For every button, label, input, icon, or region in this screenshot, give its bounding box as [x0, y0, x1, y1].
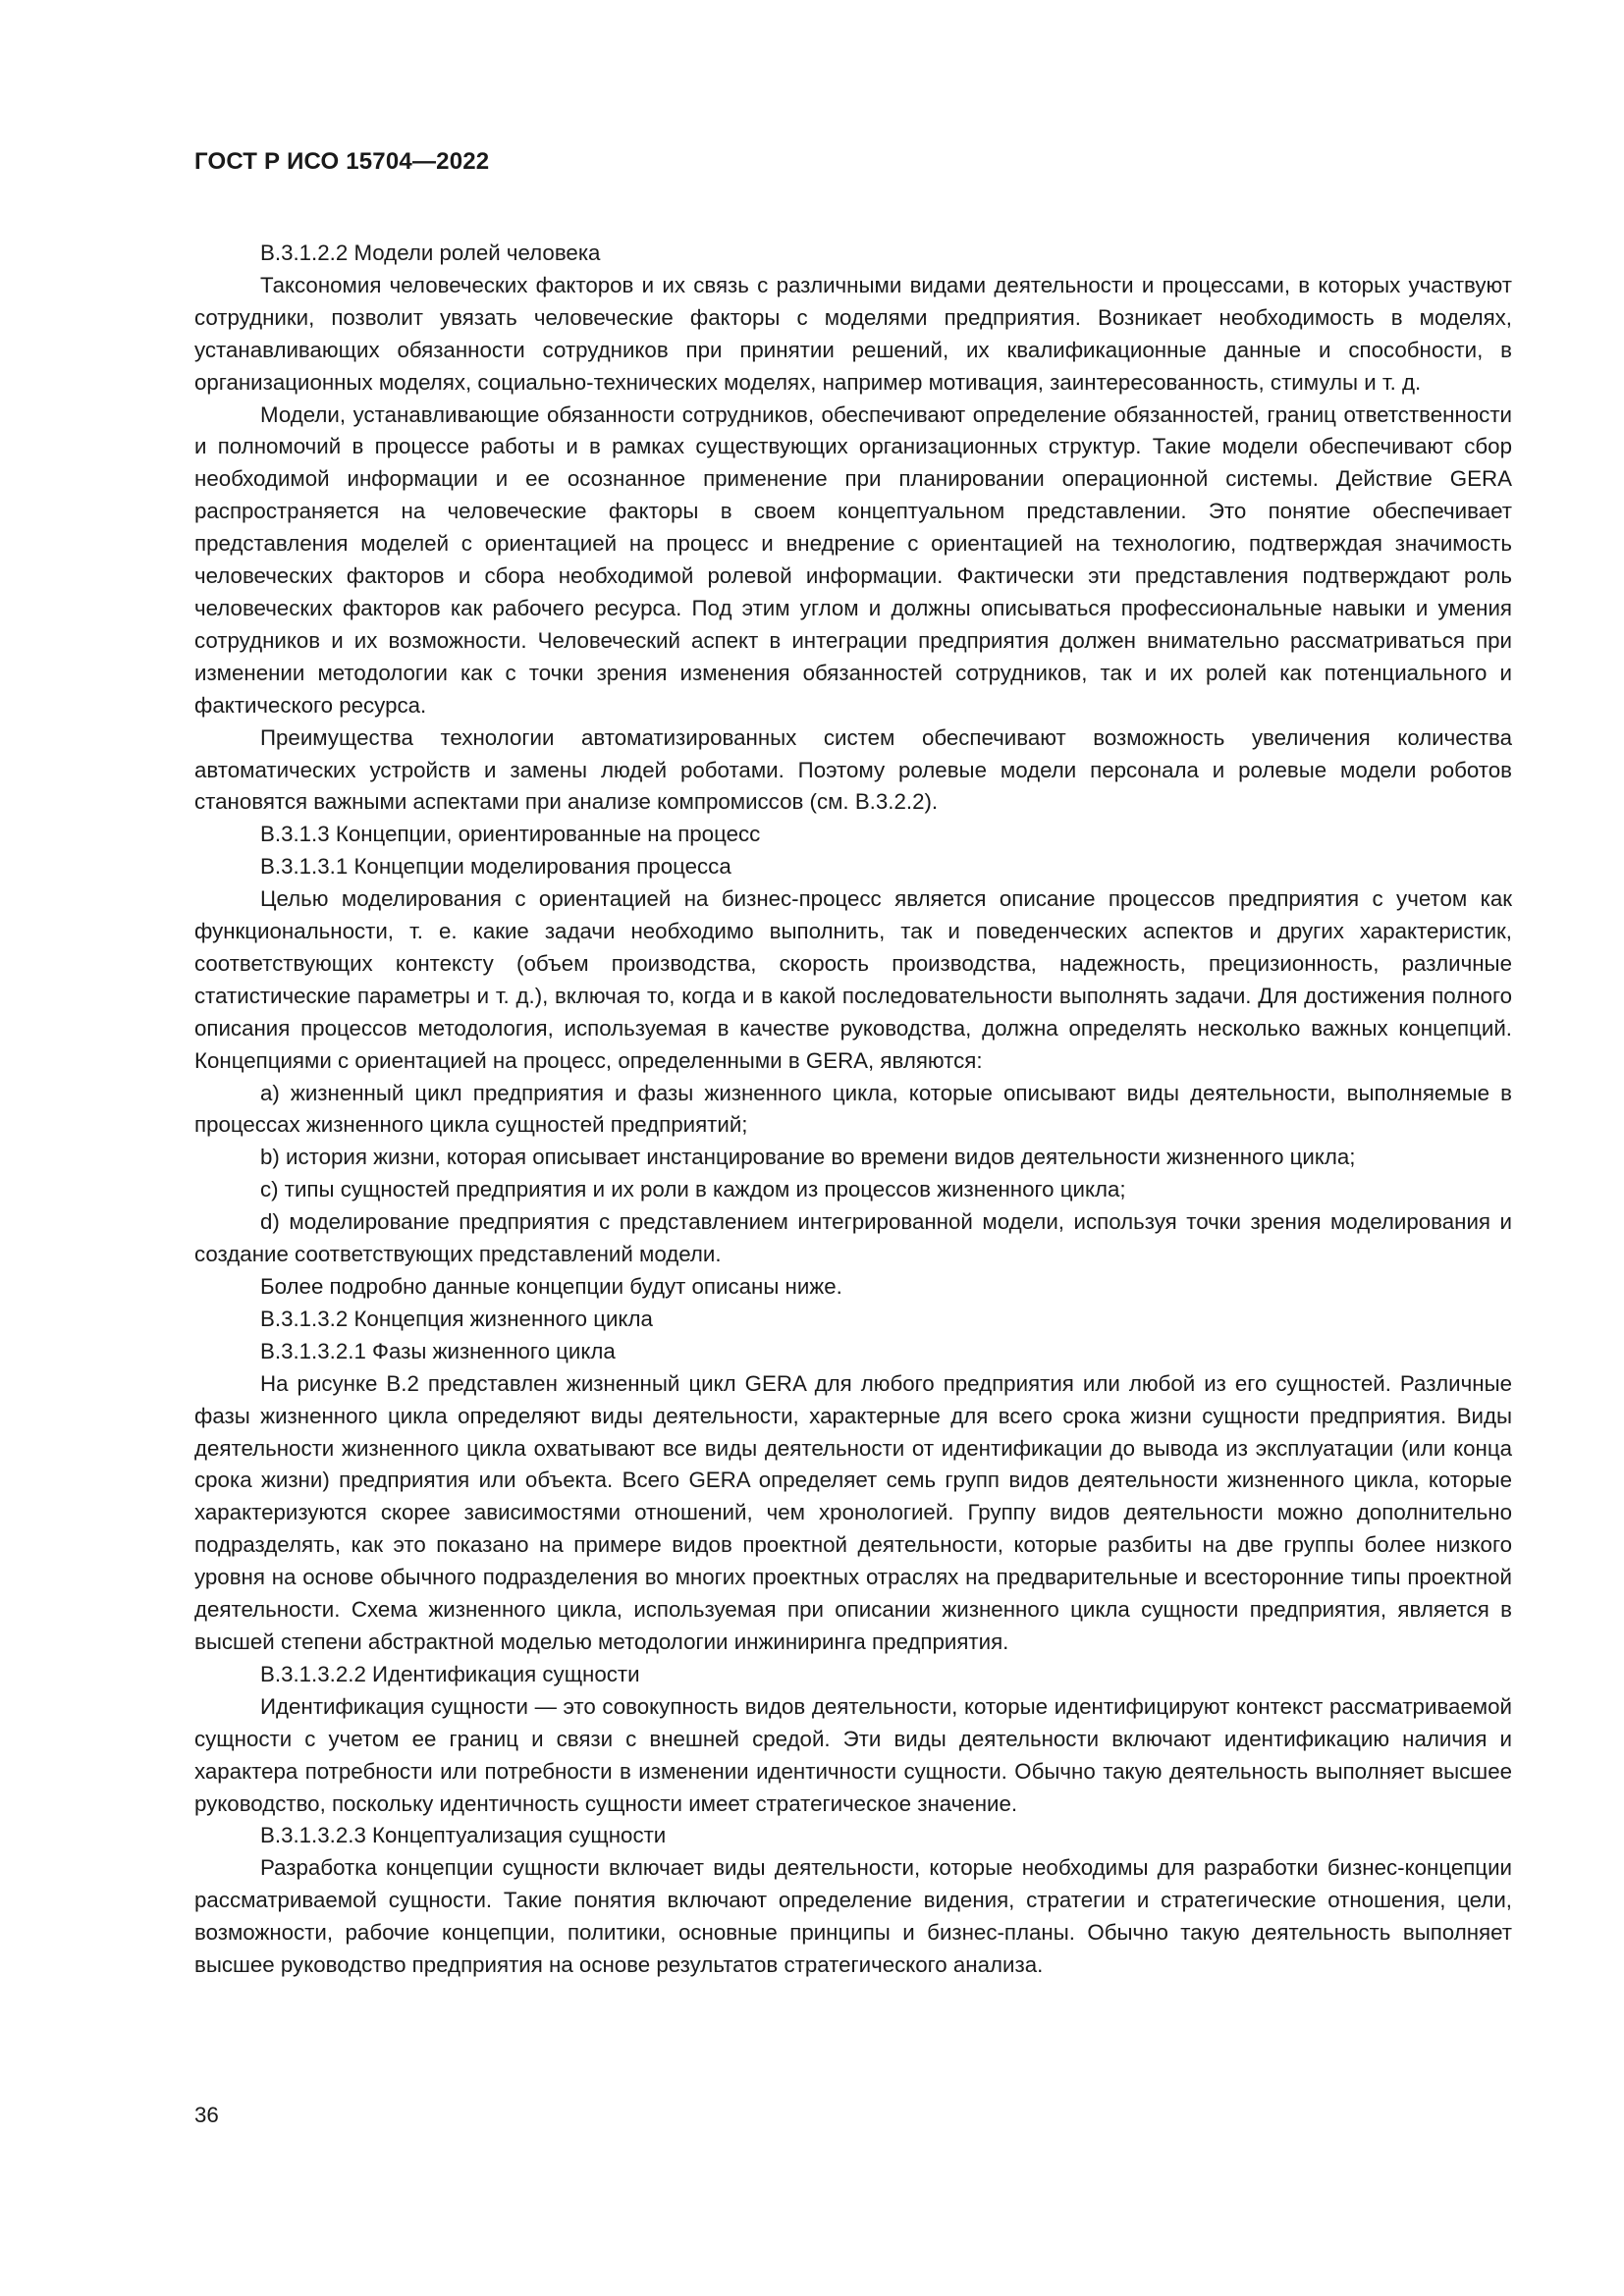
document-page — [194, 147, 1512, 1982]
section-heading: B.3.1.3.1 Концепции моделирования процесса — [260, 854, 731, 880]
paragraph: На рисунке B.2 представлен жизненный цикл GERA для любого предприятия или любой из его сущностей. Различные фазы жизненного цикла определяют виды деятельности, характерные для всего срока жизни сущности предприятия. Виды деятельности жизненного цикла охватывают все виды деятельности от идентификации до вывода из эксплуатации (или конца срока жизни) предприятия или объекта. Всего GERA определяет семь групп видов деятельности жизненного цикла, которые характеризуются скорее зависимостями отношений, чем хронологией. Группу видов деятельности можно дополнительно подразделять, как это показано на примере видов проектной деятельности, которые разбиты на две группы более низкого уровня на основе обычного подразделения во многих проектных отраслях на предварительные и всесторонние типы проектной деятельности. Схема жизненного цикла, используемая при описании жизненного цикла сущности предприятия, является в высшей степени абстрактной моделью методологии инжиниринга предприятия. — [194, 1370, 1512, 1654]
paragraph: a) жизненный цикл предприятия и фазы жизненного цикла, которые описывают виды деятельности, выполняемые в процессах жизненного цикла сущностей предприятий; — [194, 1080, 1512, 1138]
section-heading: B.3.1.2.2 Модели ролей человека — [260, 240, 601, 265]
document-header: ГОСТ Р ИСО 15704—2022 — [194, 148, 490, 175]
section-heading: B.3.1.3.2 Концепция жизненного цикла — [260, 1306, 653, 1331]
paragraph: Преимущества технологии автоматизированных систем обеспечивают возможность увеличения количества автоматических устройств и замены людей роботами. Поэтому ролевые модели персонала и ролевые модели роботов становятся важными аспектами при анализе компромиссов (см. B.3.2.2). — [194, 724, 1512, 815]
section-heading: B.3.1.3 Концепции, ориентированные на процесс — [260, 822, 761, 847]
paragraph: b) история жизни, которая описывает инстанцирование во времени видов деятельности жизненного цикла; — [260, 1145, 1356, 1170]
document-body — [194, 238, 1512, 1982]
page-number: 36 — [194, 2103, 219, 2127]
paragraph: Целью моделирования с ориентацией на бизнес-процесс является описание процессов предприятия с учетом как функциональности, т. е. какие задачи необходимо выполнить, так и поведенческих аспектов и других характеристик, соответствующих контексту (объем производства, скорость производства, надежность, прецизионность, различные статистические параметры и т. д.), включая то, когда и в какой последовательности выполнять задачи. Для достижения полного описания процессов методология, используемая в качестве руководства, должна определять несколько важных концепций. Концепциями с ориентацией на процесс, определенными в GERA, являются: — [194, 886, 1512, 1073]
paragraph: d) моделирование предприятия с представлением интегрированной модели, используя точки зрения моделирования и создание соответствующих представлений модели. — [194, 1209, 1512, 1267]
paragraph: Более подробно данные концепции будут описаны ниже. — [260, 1274, 842, 1299]
paragraph: Разработка концепции сущности включает виды деятельности, которые необходимы для разработки бизнес-концепции рассматриваемой сущности. Такие понятия включают определение видения, стратегии и стратегические отношения, цели, возможности, рабочие концепции, политики, основные принципы и бизнес-планы. Обычно такую деятельность выполняет высшее руководство предприятия на основе результатов стратегического анализа. — [194, 1855, 1512, 1978]
paragraph: Таксономия человеческих факторов и их связь с различными видами деятельности и процессами, в которых участвуют сотрудники, позволит увязать человеческие факторы с моделями предприятия. Возникает необходимость в моделях, устанавливающих обязанности сотрудников при принятии решений, их квалификационные данные и способности, в организационных моделях, социально-технических моделях, например мотивация, заинтересованность, стимулы и т. д. — [194, 272, 1512, 395]
paragraph: Модели, устанавливающие обязанности сотрудников, обеспечивают определение обязанностей, границ ответственности и полномочий в процессе работы и в рамках существующих организационных структур. Такие модели обеспечивают сбор необходимой информации и ее осознанное применение при планировании операционной системы. Действие GERA распространяется на человеческие факторы в своем концептуальном представлении. Это понятие обеспечивает представления моделей с ориентацией на процесс и внедрение с ориентацией на технологию, подтверждая значимость человеческих факторов и сбора необходимой ролевой информации. Фактически эти представления подтверждают роль человеческих факторов как рабочего ресурса. Под этим углом и должны описываться профессиональные навыки и умения сотрудников и их возможности. Человеческий аспект в интеграции предприятия должен внимательно рассматриваться при изменении методологии как с точки зрения изменения обязанностей сотрудников, так и их ролей как потенциального и фактического ресурса. — [194, 401, 1512, 718]
section-heading: B.3.1.3.2.2 Идентификация сущности — [260, 1661, 640, 1686]
paragraph: Идентификация сущности — это совокупность видов деятельности, которые идентифицируют контекст рассматриваемой сущности с учетом ее границ и связи с внешней средой. Эти виды деятельности включают идентификацию наличия и характера потребности или потребности в изменении идентичности сущности. Обычно такую деятельность выполняет высшее руководство, поскольку идентичность сущности имеет стратегическое значение. — [194, 1693, 1512, 1816]
section-heading: B.3.1.3.2.1 Фазы жизненного цикла — [260, 1338, 616, 1363]
paragraph: c) типы сущностей предприятия и их роли в каждом из процессов жизненного цикла; — [260, 1177, 1126, 1202]
section-heading: B.3.1.3.2.3 Концептуализация сущности — [260, 1823, 667, 1848]
